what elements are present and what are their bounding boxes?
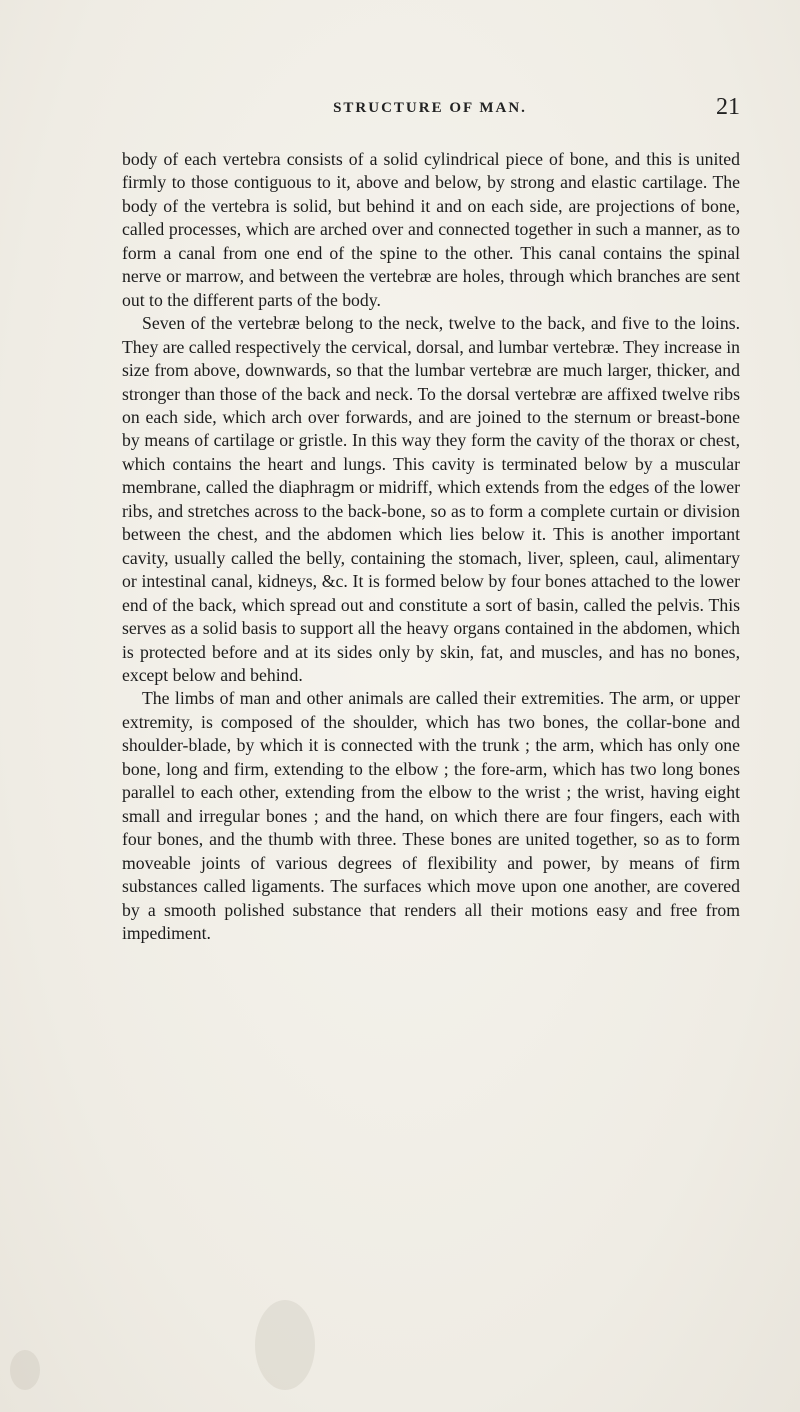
paper-stain [255, 1300, 315, 1390]
running-title: STRUCTURE OF MAN. [333, 100, 527, 116]
paper-stain [10, 1350, 40, 1390]
page-number: 21 [716, 94, 740, 120]
running-head [120, 96, 740, 120]
paragraph-vertebrae-regions: Seven of the vertebræ belong to the neck, twelve to the back, and five to the loins. They are called respectively the cervical, dorsal, and lumbar vertebræ. They increase in size from above, downwards, so that the lumbar vertebræ are much larger, thicker, and stronger than those of the back and neck. To the dorsal vertebræ are affixed twelve ribs on each side, which arch over forwards, and are joined to the sternum or breast-bone by means of cartilage or gristle. In this way they form the cavity of the thorax or chest, which contains the heart and lungs. This cavity is terminated below by a muscular membrane, called the diaphragm or midriff, which extends from the edges of the lower ribs, and stretches across to the back-bone, so as to form a complete curtain or division between the chest, and the abdomen which lies below it. This is another important cavity, usually called the belly, containing the stomach, liver, spleen, caul, alimentary or intestinal canal, kidneys, &c. It is formed below by four bones attached to the lower end of the back, which spread out and constitute a sort of basin, called the pelvis. This serves as a solid basis to support all the heavy organs contained in the abdomen, which is protected before and at its sides only by skin, fat, and muscles, and has no bones, except below and behind. [122, 313, 740, 685]
paragraph-vertebra-body: body of each vertebra consists of a solid cylindrical piece of bone, and this is united firmly to those contiguous to it, above and below, by strong and elastic cartilage. The body of the vertebra is solid, but behind it and on each side, are projections of bone, called processes, which are arched over and connected together in such a manner, as to form a canal from one end of the spine to the other. This canal contains the spinal nerve or marrow, and between the vertebræ are holes, through which branches are sent out to the different parts of the body. [122, 149, 740, 310]
body-text [122, 148, 740, 945]
paragraph-extremities: The limbs of man and other animals are called their extremities. The arm, or upper extremity, is composed of the shoulder, which has two bones, the collar-bone and shoulder-blade, by which it is connected with the trunk ; the arm, which has only one bone, long and firm, extending to the elbow ; the fore-arm, which has two long bones parallel to each other, extending from the elbow to the wrist ; the wrist, having eight small and irregular bones ; and the hand, on which there are four fingers, each with four bones, and the thumb with three. These bones are united together, so as to form moveable joints of various degrees of flexibility and power, by means of firm substances called ligaments. The surfaces which move upon one another, are covered by a smooth polished substance that renders all their motions easy and free from impediment. [122, 688, 740, 943]
